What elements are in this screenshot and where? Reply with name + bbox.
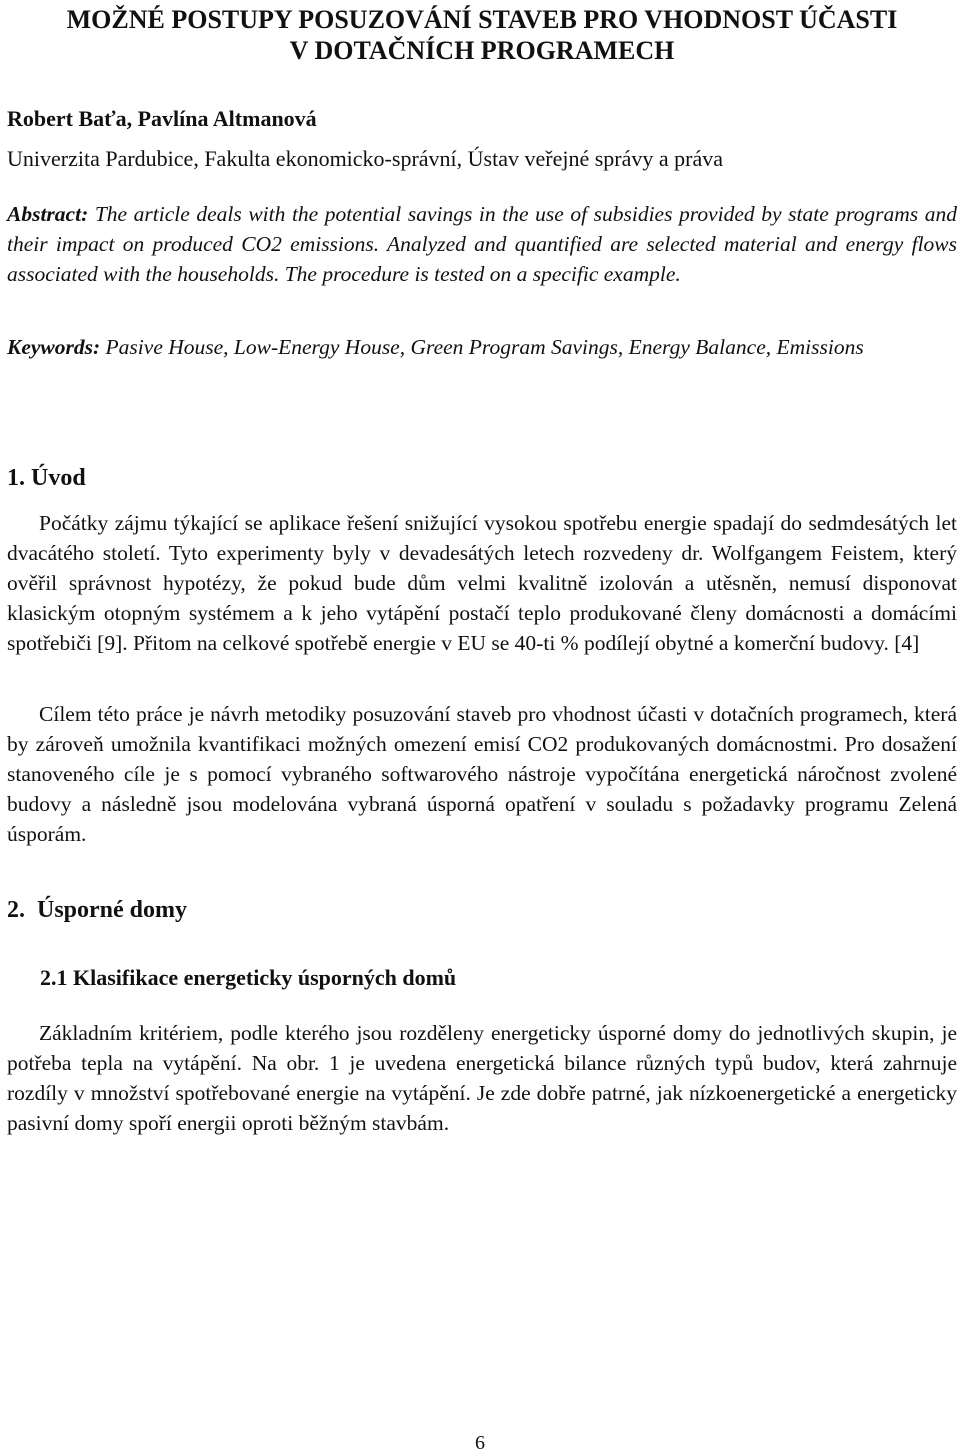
paper-page xyxy=(7,0,957,1135)
abstract xyxy=(7,199,957,289)
page-number: 6 xyxy=(475,1432,485,1454)
abstract-label: Abstract: xyxy=(7,202,89,226)
title-line-1: MOŽNÉ POSTUPY POSUZOVÁNÍ STAVEB PRO VHODNOST ÚČASTI xyxy=(66,5,898,34)
title-line-2: V DOTAČNÍCH PROGRAMECH xyxy=(289,36,675,65)
section-1-paragraph-2: Cílem této práce je návrh metodiky posuzování staveb pro vhodnost účasti v dotačních programech, která by zároveň umožnila kvantifikaci možných omezení emisí CO2 produkovaných domácnostmi. Pro dosažení stanoveného cíle je s pomocí vybraného softwarového nástroje vypočítána energetická náročnost zvolené budovy a následně jsou modelována vybraná úsporná opatření v souladu s požadavky programu Zelená úsporám. xyxy=(7,702,957,846)
section-2-heading: 2. Úsporné domy xyxy=(7,897,188,923)
subsection-2-1-paragraph: Základním kritériem, podle kterého jsou rozděleny energeticky úsporné domy do jednotlivých skupin, je potřeba tepla na vytápění. Na obr. 1 je uvedena energetická bilance různých typů budov, která zahrnuje rozdíly v množství spotřebované energie na vytápění. Je zde dobře patrné, jak nízkoenergetické a energeticky pasivní domy spoří energii oproti běžným stavbám. xyxy=(7,1021,957,1135)
keywords-text: Pasive House, Low-Energy House, Green Program Savings, Energy Balance, Emissions xyxy=(105,335,864,359)
authors: Robert Baťa, Pavlína Altmanová xyxy=(7,106,317,131)
section-1-paragraph-1: Počátky zájmu týkající se aplikace řešení snižující vysokou spotřebu energie spadají do sedmdesátých let dvacátého století. Tyto experimenty byly v devadesátých letech rozvedeny dr. Wolfgangem Feistem, který ověřil správnost hypotézy, že pokud bude dům velmi kvalitně izolován a utěsněn, nemusí disponovat klasickým otopným systémem a k jeho vytápění postačí teplo produkované členy domácnosti a domácími spotřebiči [9]. Přitom na celkové spotřebě energie v EU se 40-ti % podílejí obytné a komerční budovy. [4] xyxy=(7,511,957,655)
section-1-heading: 1. Úvod xyxy=(7,465,86,491)
keywords xyxy=(7,332,957,362)
paper-title xyxy=(7,0,957,66)
keywords-label: Keywords: xyxy=(7,335,101,359)
abstract-text: The article deals with the potential savings in the use of subsidies provided by state programs and their impact on produced CO2 emissions. Analyzed and quantified are selected material and energy flows associated with the households. The procedure is tested on a specific example. xyxy=(7,202,957,286)
subsection-2-1-heading: 2.1 Klasifikace energeticky úsporných domů xyxy=(40,965,457,990)
affiliation: Univerzita Pardubice, Fakulta ekonomicko-správní, Ústav veřejné správy a práva xyxy=(7,146,723,171)
